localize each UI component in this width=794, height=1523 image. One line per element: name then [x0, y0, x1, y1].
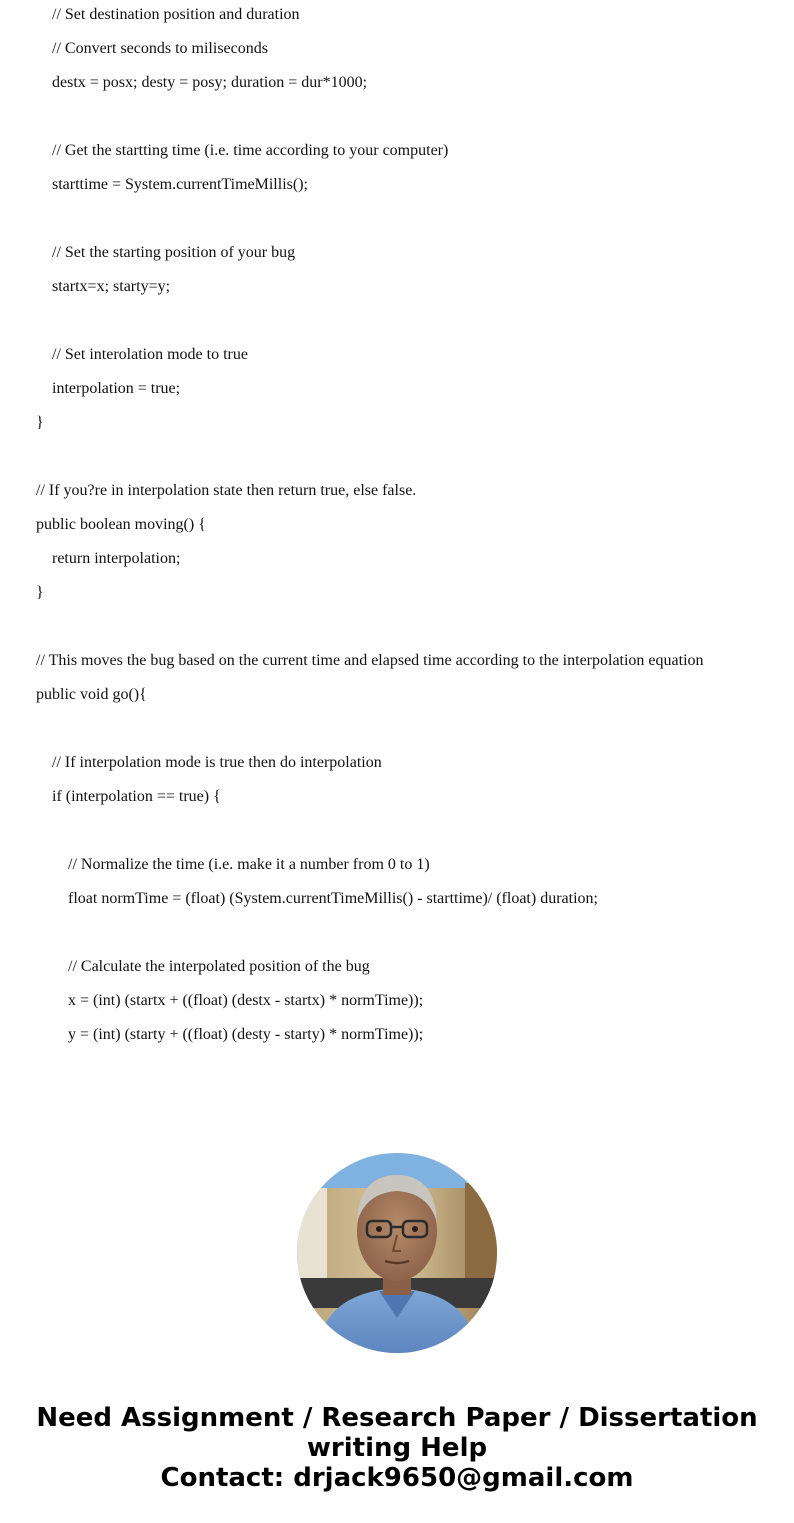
promo-text [0, 1403, 794, 1493]
code-line: x = (int) (startx + ((float) (destx - startx) * normTime)); [36, 992, 424, 1009]
code-line: // This moves the bug based on the current time and elapsed time according to the interpolation equation [36, 652, 704, 669]
promo-line-2: writing Help [306, 1433, 488, 1463]
code-line: } [36, 584, 44, 601]
code-line: return interpolation; [36, 550, 181, 567]
code-line: // Set destination position and duration [36, 6, 300, 23]
code-line: // Normalize the time (i.e. make it a number from 0 to 1) [36, 856, 430, 873]
profile-photo-icon [297, 1153, 497, 1353]
code-line: if (interpolation == true) { [36, 788, 221, 805]
code-line: } [36, 414, 44, 431]
promo-line-1: Need Assignment / Research Paper / Dissertation [36, 1403, 758, 1433]
code-line: // Set interolation mode to true [36, 346, 248, 363]
code-line: startx=x; starty=y; [36, 278, 171, 295]
code-line: // Set the starting position of your bug [36, 244, 296, 261]
code-line: starttime = System.currentTimeMillis(); [36, 176, 308, 193]
code-line: // Calculate the interpolated position of the bug [36, 958, 370, 975]
code-line: destx = posx; desty = posy; duration = dur*1000; [36, 74, 368, 91]
code-line: public void go(){ [36, 686, 147, 703]
code-line: // Get the startting time (i.e. time according to your computer) [36, 142, 449, 159]
code-line: // If you?re in interpolation state then return true, else false. [36, 482, 417, 499]
code-line: float normTime = (float) (System.currentTimeMillis() - starttime)/ (float) duration; [36, 890, 598, 907]
contact-email: Contact: drjack9650@gmail.com [160, 1463, 634, 1493]
code-line: y = (int) (starty + ((float) (desty - starty) * normTime)); [36, 1026, 424, 1043]
author-avatar [297, 1153, 497, 1353]
code-line: public boolean moving() { [36, 516, 206, 533]
code-line: interpolation = true; [36, 380, 181, 397]
code-line: // If interpolation mode is true then do interpolation [36, 754, 382, 771]
code-line: // Convert seconds to miliseconds [36, 40, 268, 57]
